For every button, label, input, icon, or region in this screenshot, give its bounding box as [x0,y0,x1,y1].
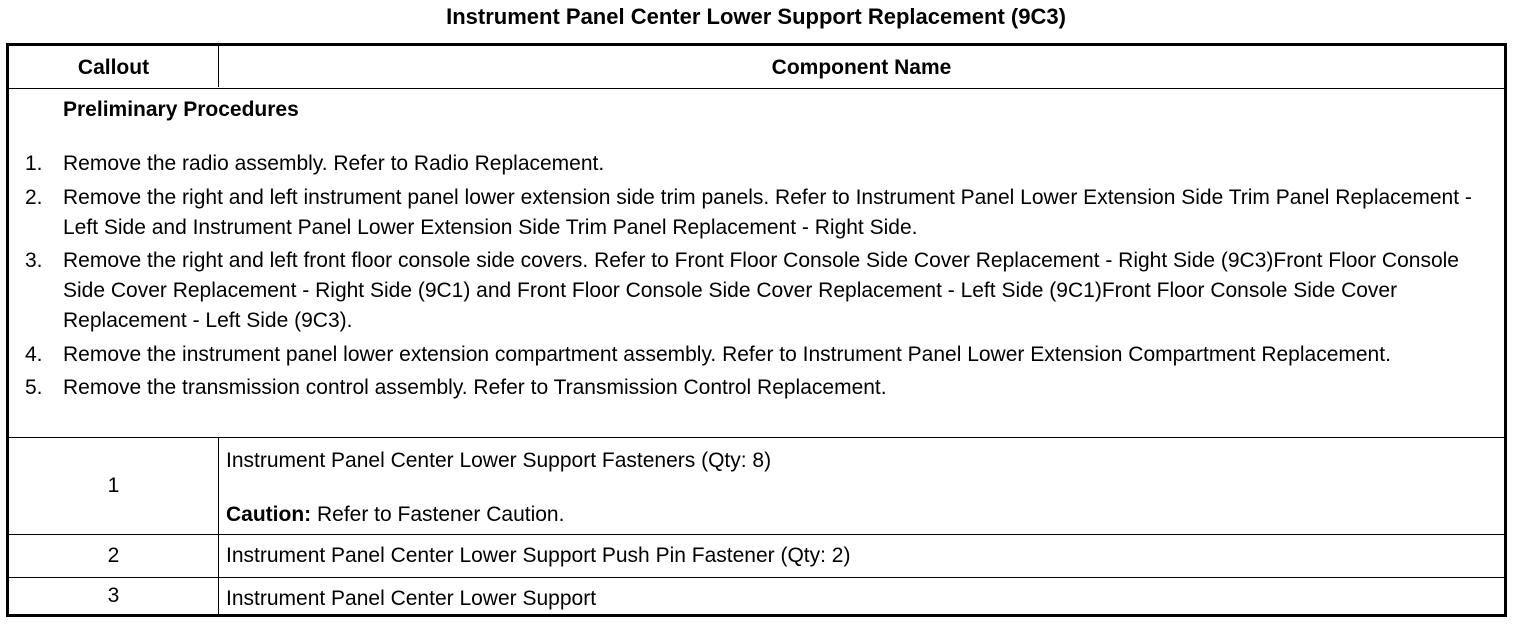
step-number: 2. [25,185,43,209]
column-header-callout: Callout [9,46,219,87]
table-row [9,578,1504,614]
callout-cell: 2 [9,535,219,577]
column-header-component-name: Component Name [771,56,952,79]
step-text: Remove the transmission control assembly. Refer to Transmission Control Replacement. [63,376,887,399]
table-row [9,535,1504,578]
preliminary-procedures-title: Preliminary Procedures [63,98,299,121]
step-number: 1. [25,152,43,175]
step-number: 4. [25,342,43,366]
callout-cell: 3 [9,578,219,614]
procedure-step [9,183,1500,243]
step-text: Remove the instrument panel lower extension compartment assembly. Refer to Instrument Panel Lower Extension Compartment Replacement. [63,342,1391,366]
component-cell [226,578,1504,614]
step-number: 5. [25,376,43,399]
preliminary-procedures-section [9,89,1504,438]
table-row [9,438,1504,535]
procedure-step [9,373,1500,403]
component-name: Instrument Panel Center Lower Support [226,587,597,610]
caution-text: Refer to Fastener Caution. [311,503,565,526]
page-title: Instrument Panel Center Lower Support Replacement (9C3) [446,4,1066,29]
component-cell [226,438,1504,534]
step-text: Remove the right and left front floor console side covers. Refer to Front Floor Console Side Cover Replacement - Right Side (9C3)Front Floor Console Side Cover Replacement - Right Side (9C1) and Front Floor Console Side Cover Replacement - Left Side (9C1)Front Floor Console Side Cover Replacement - Left Side (9C3). [63,249,1459,332]
procedure-step [9,246,1500,336]
callout-cell: 1 [9,438,219,534]
procedure-step [9,149,1500,179]
step-text: Remove the radio assembly. Refer to Radio Replacement. [63,152,605,175]
component-cell [226,535,1504,577]
component-name: Instrument Panel Center Lower Support Push Pin Fastener (Qty: 2) [226,544,851,567]
step-number: 3. [25,249,43,272]
component-name: Instrument Panel Center Lower Support Fasteners (Qty: 8) [226,449,772,472]
step-text: Remove the right and left instrument panel lower extension side trim panels. Refer to Instrument Panel Lower Extension Side Trim Panel Replacement - Left Side and Instrument Panel Lower Extension Side Trim Panel Replacement - Right Side. [63,185,1472,239]
caution-label: Caution: [226,503,312,526]
procedure-step [9,340,1500,370]
table-header-row [9,46,1504,89]
caution-note [226,501,564,529]
procedure-table [6,43,1507,617]
procedure-step-list [9,149,1500,407]
